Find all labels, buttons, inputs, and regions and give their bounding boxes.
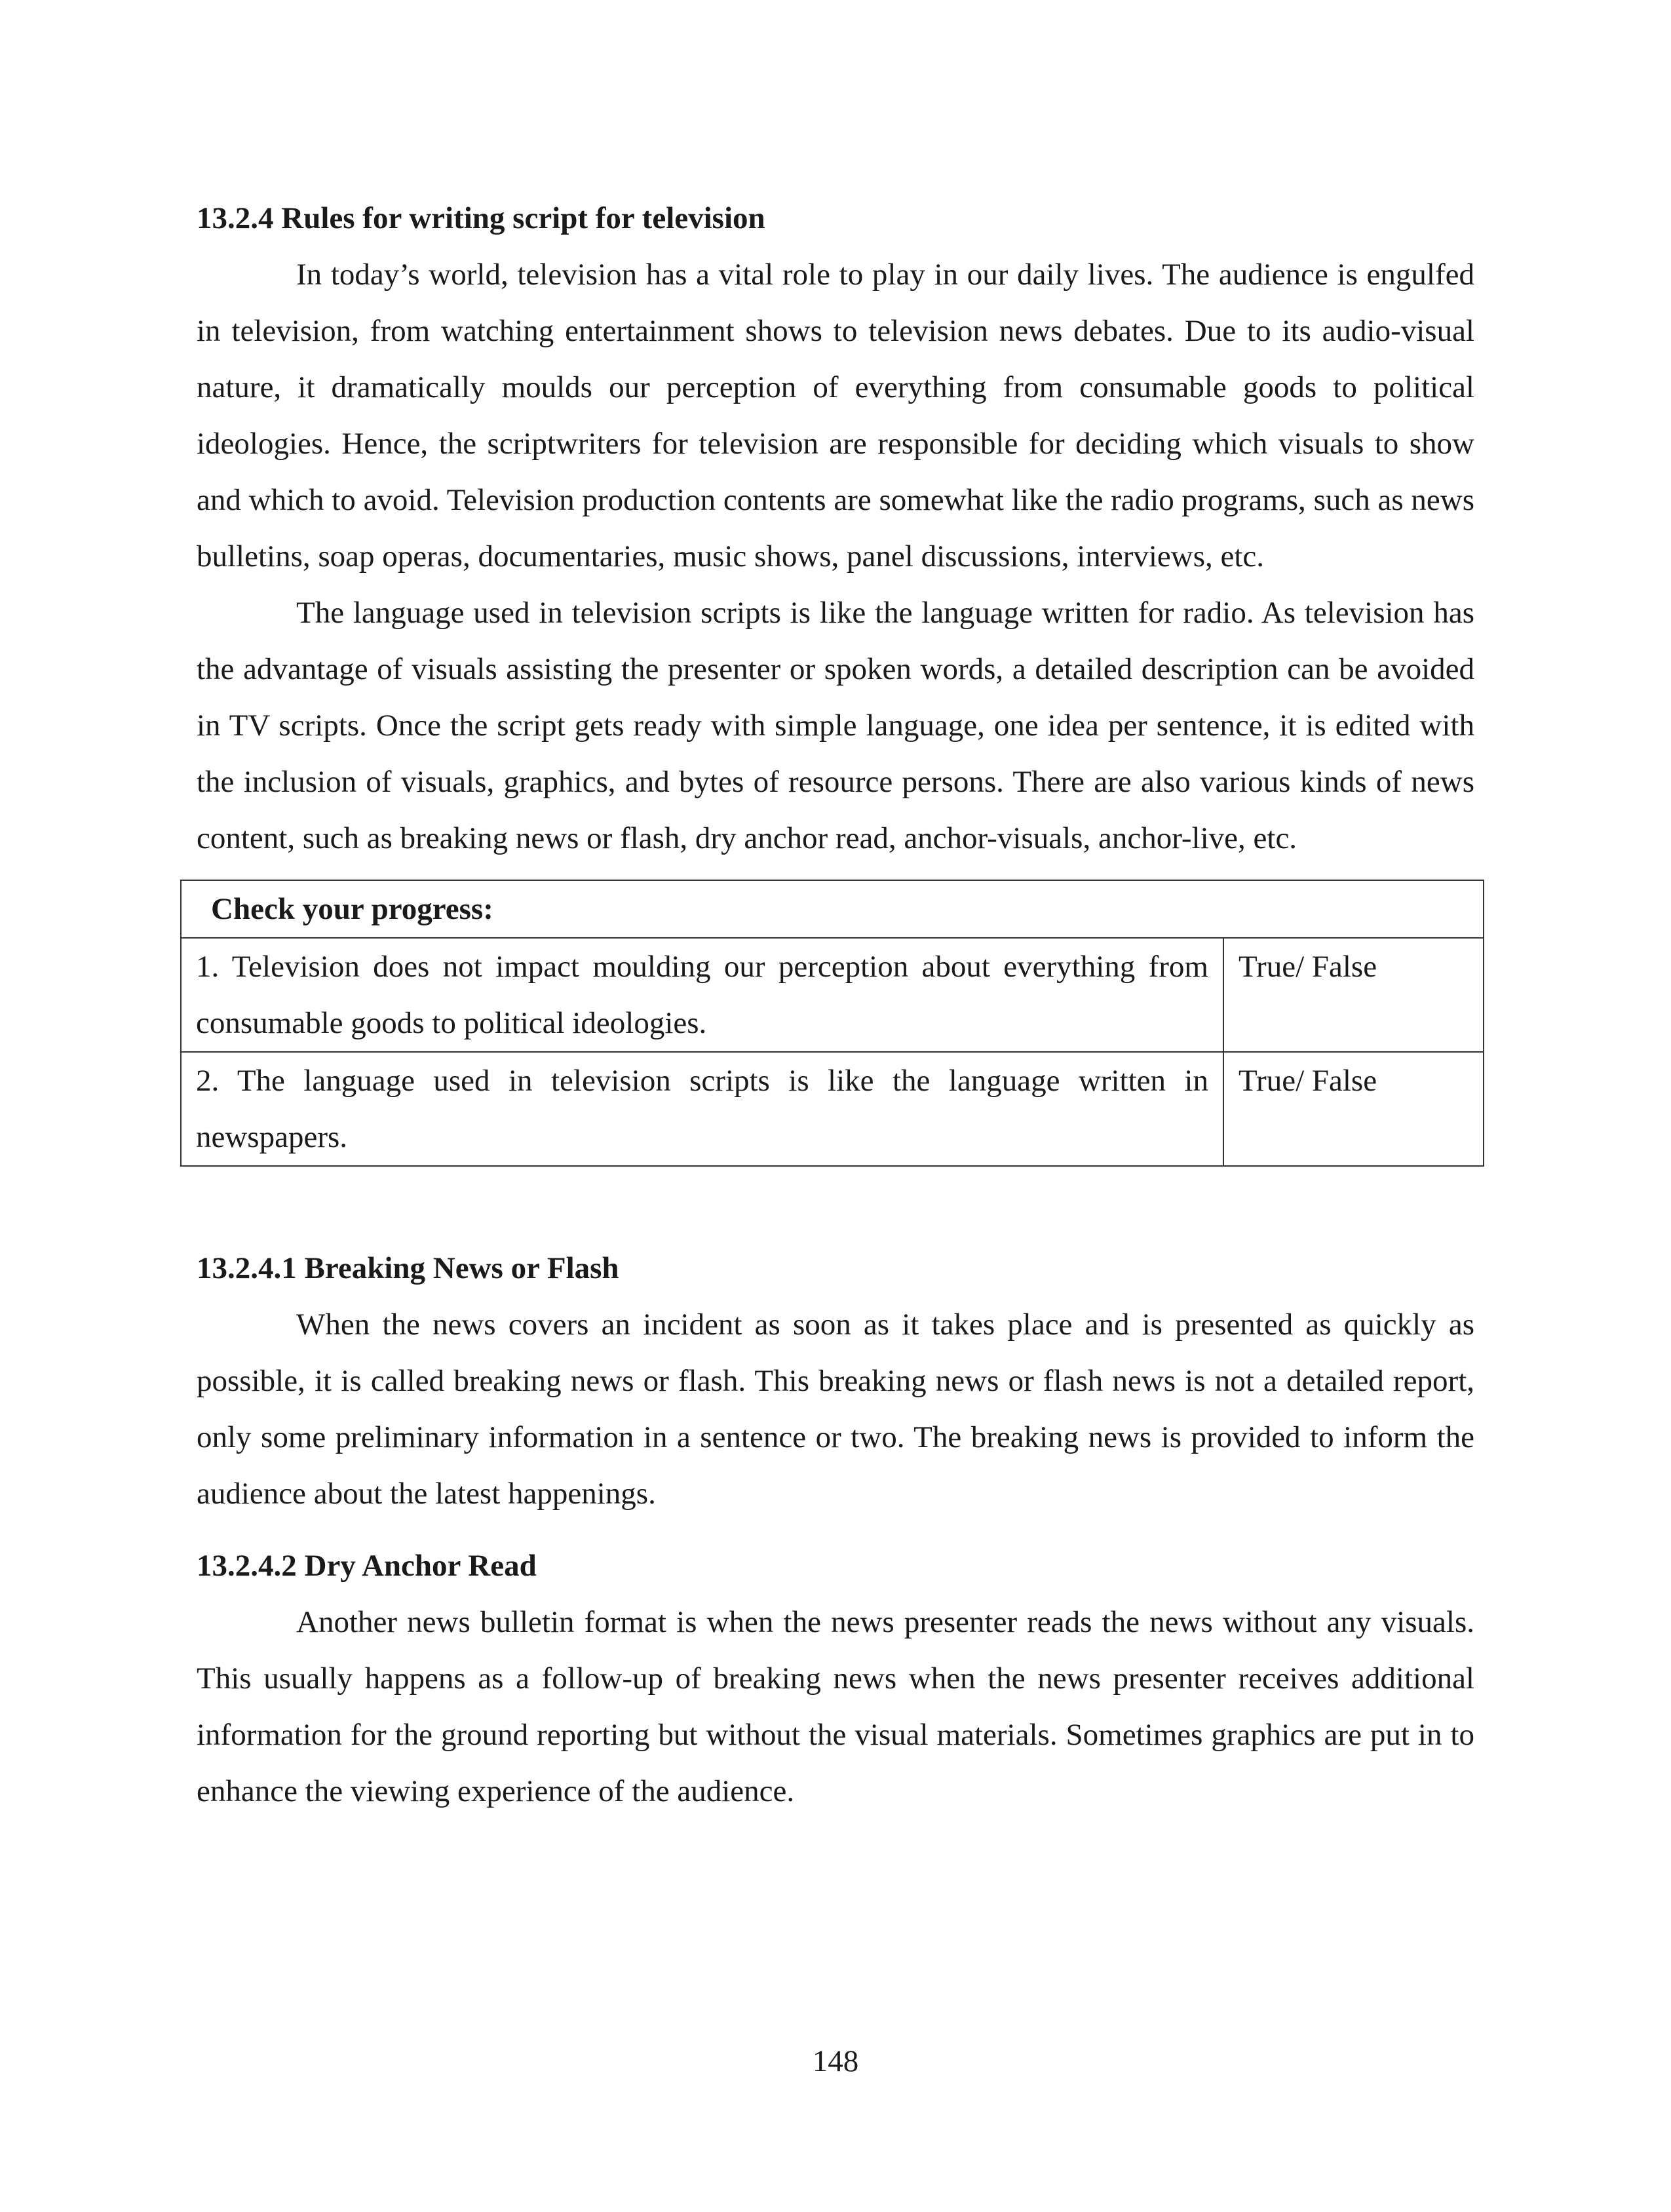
- subsection-heading: 13.2.4.1 Breaking News or Flash: [197, 1251, 619, 1285]
- subsection-heading: 13.2.4.2 Dry Anchor Read: [197, 1549, 537, 1583]
- spacer: [197, 1167, 1474, 1240]
- table-row: [181, 938, 1484, 1052]
- section-paragraph: In today’s world, television has a vital role to play in our daily lives. The audience is engulfed in television, from watching entertainment shows to television news debates. Due to its audio-visual nature, it dramatically moulds our perception of everything from consumable goods to political ideologies. Hence, the scriptwriters for television are responsible for deciding which visuals to show and which to avoid. Television production contents are somewhat like the radio programs, such as news bulletins, soap operas, documentaries, music shows, panel discussions, interviews, etc.: [197, 258, 1474, 573]
- check-progress-title: Check your progress:: [181, 880, 1484, 938]
- subsection-paragraph: Another news bulletin format is when the news presenter reads the news without any visuals. This usually happens as a follow-up of breaking news when the news presenter receives additional information for the ground reporting but without the visual materials. Sometimes graphics are put in to enhance the viewing experience of the audience.: [197, 1605, 1474, 1808]
- table-header-row: [181, 880, 1484, 938]
- page-content: [197, 190, 1474, 1819]
- subsection-paragraph: When the news covers an incident as soon as it takes place and is presented as quickly as possible, it is called breaking news or flash. This breaking news or flash news is not a detailed report, only some preliminary information in a sentence or two. The breaking news is provided to inform the audience about the latest happenings.: [197, 1308, 1474, 1511]
- page-number: 148: [812, 2044, 859, 2078]
- section-heading: 13.2.4 Rules for writing script for television: [197, 201, 765, 235]
- check-progress-table: [180, 880, 1484, 1167]
- answer-cell: True/ False: [1223, 938, 1484, 1052]
- question-cell: 1. Television does not impact moulding our perception about everything from consumable goods to political ideologies.: [181, 938, 1223, 1052]
- section-paragraph: The language used in television scripts is like the language written for radio. As television has the advantage of visuals assisting the presenter or spoken words, a detailed description can be avoided in TV scripts. Once the script gets ready with simple language, one idea per sentence, it is edited with the inclusion of visuals, graphics, and bytes of resource persons. There are also various kinds of news content, such as breaking news or flash, dry anchor read, anchor-visuals, anchor-live, etc.: [197, 596, 1474, 855]
- spacer: [197, 1522, 1474, 1538]
- table-row: [181, 1052, 1484, 1166]
- answer-cell: True/ False: [1223, 1052, 1484, 1166]
- question-cell: 2. The language used in television scripts is like the language written in newspapers.: [181, 1052, 1223, 1166]
